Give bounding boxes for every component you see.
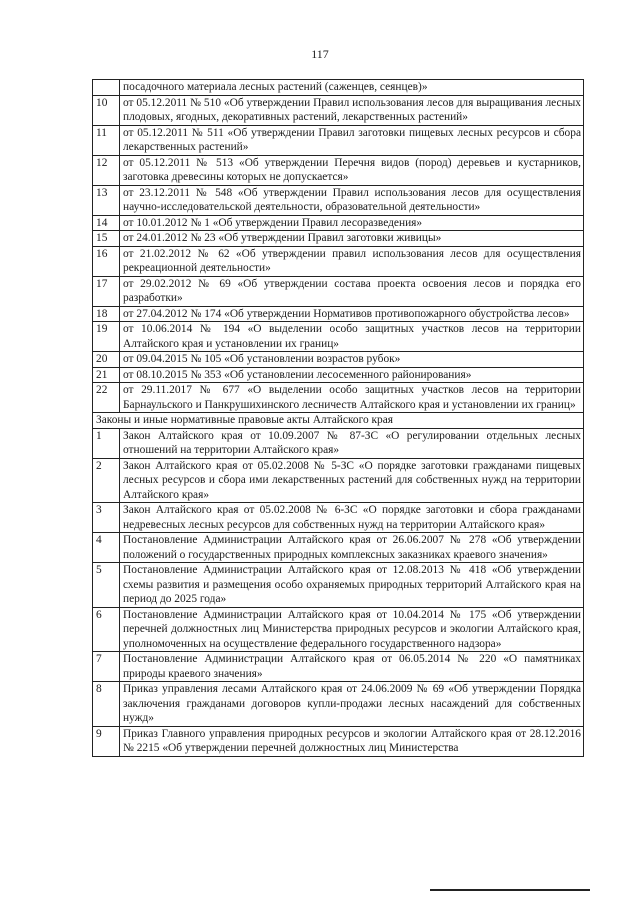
row-text: от 05.12.2011 № 511 «Об утверждении Правил заготовки пищевых лесных ресурсов и сбора лекарственных растений»	[120, 125, 584, 155]
row-number: 20	[93, 352, 120, 368]
row-text: посадочного материала лесных растений (саженцев, сеянцев)»	[120, 80, 584, 96]
table-row	[93, 503, 584, 533]
row-text: от 05.12.2011 № 510 «Об утверждении Правил использования лесов для выращивания лесных плодовых, ягодных, декоративных растений, лекарственных растений»	[120, 95, 584, 125]
row-text: от 10.06.2014 № 194 «О выделении особо защитных участков лесов на территории Алтайского края и установлении их границ»	[120, 322, 584, 352]
row-number: 22	[93, 383, 120, 413]
row-text: Постановление Администрации Алтайского края от 06.05.2014 № 220 «О памятниках природы краевого значения»	[120, 652, 584, 682]
table-row	[93, 607, 584, 652]
row-text: от 21.02.2012 № 62 «Об утверждении правил использования лесов для осуществления рекреационной деятельности»	[120, 246, 584, 276]
row-number: 21	[93, 367, 120, 383]
row-number: 2	[93, 458, 120, 503]
row-number: 13	[93, 185, 120, 215]
row-text: Приказ управления лесами Алтайского края от 24.06.2009 № 69 «Об утверждении Порядка заключения гражданами договоров купли-продажи лесных насаждений для собственных нужд»	[120, 682, 584, 727]
row-text: Постановление Администрации Алтайского края от 26.06.2007 № 278 «Об утверждении положений о государственных природных комплексных заказниках краевого значения»	[120, 533, 584, 563]
footer-rule	[430, 889, 590, 891]
row-number: 18	[93, 306, 120, 322]
table-row	[93, 563, 584, 608]
row-text: Постановление Администрации Алтайского края от 10.04.2014 № 175 «Об утверждении перечней должностных лиц Министерства природных ресурсов и экологии Алтайского края, уполномоченных на осуществление федерального государственного надзора»	[120, 607, 584, 652]
row-text: от 24.01.2012 № 23 «Об утверждении Правил заготовки живицы»	[120, 231, 584, 247]
table-row	[93, 726, 584, 756]
table-row	[93, 185, 584, 215]
row-number: 16	[93, 246, 120, 276]
table-row	[93, 246, 584, 276]
table-row	[93, 352, 584, 368]
row-number: 15	[93, 231, 120, 247]
table-row	[93, 428, 584, 458]
row-number: 1	[93, 428, 120, 458]
table-row	[93, 458, 584, 503]
row-number: 8	[93, 682, 120, 727]
row-number: 9	[93, 726, 120, 756]
row-number: 19	[93, 322, 120, 352]
table-row	[93, 682, 584, 727]
row-text: Приказ Главного управления природных ресурсов и экологии Алтайского края от 28.12.2016 № 2215 «Об утверждении перечней должностных лиц Министерства	[120, 726, 584, 756]
regulations-table	[92, 79, 584, 757]
row-text: Закон Алтайского края от 05.02.2008 № 6-ЗС «О порядке заготовки и сбора гражданами недревесных лесных ресурсов для собственных нужд на территории Алтайского края»	[120, 503, 584, 533]
row-text: Постановление Администрации Алтайского края от 12.08.2013 № 418 «Об утверждении схемы развития и размещения особо охраняемых природных территорий Алтайского края на период до 2025 года»	[120, 563, 584, 608]
table-row	[93, 367, 584, 383]
row-number: 3	[93, 503, 120, 533]
table-row	[93, 322, 584, 352]
page-number: 117	[311, 47, 329, 61]
row-text: от 09.04.2015 № 105 «Об установлении возрастов рубок»	[120, 352, 584, 368]
table-row	[93, 215, 584, 231]
table-row	[93, 306, 584, 322]
row-number	[93, 80, 120, 96]
row-text: от 29.11.2017 № 677 «О выделении особо защитных участков лесов на территории Барнаульского и Панкрушихинского лесничеств Алтайского края и установлении их границ»	[120, 383, 584, 413]
table-row	[93, 155, 584, 185]
row-text: от 23.12.2011 № 548 «Об утверждении Правил использования лесов для осуществления научно-исследовательской деятельности, образовательной деятельности»	[120, 185, 584, 215]
table-row	[93, 95, 584, 125]
row-text: от 10.01.2012 № 1 «Об утверждении Правил лесоразведения»	[120, 215, 584, 231]
row-text: Закон Алтайского края от 05.02.2008 № 5-ЗС «О порядке заготовки гражданами пищевых лесных ресурсов и сбора ими лекарственных растений для собственных нужд на территории Алтайского края»	[120, 458, 584, 503]
row-text: Закон Алтайского края от 10.09.2007 № 87-ЗС «О регулировании отдельных лесных отношений на территории Алтайского края»	[120, 428, 584, 458]
table-row	[93, 533, 584, 563]
row-number: 11	[93, 125, 120, 155]
row-number: 5	[93, 563, 120, 608]
section-title: Законы и иные нормативные правовые акты Алтайского края	[93, 413, 584, 429]
table-row	[93, 80, 584, 96]
row-text: от 29.02.2012 № 69 «Об утверждении состава проекта освоения лесов и порядка его разработки»	[120, 276, 584, 306]
table-row	[93, 276, 584, 306]
row-number: 14	[93, 215, 120, 231]
table-row	[93, 383, 584, 413]
row-number: 12	[93, 155, 120, 185]
row-text: от 27.04.2012 № 174 «Об утверждении Нормативов противопожарного обустройства лесов»	[120, 306, 584, 322]
table-row	[93, 231, 584, 247]
row-text: от 08.10.2015 № 353 «Об установлении лесосеменного районирования»	[120, 367, 584, 383]
row-number: 17	[93, 276, 120, 306]
row-number: 7	[93, 652, 120, 682]
table-row	[93, 125, 584, 155]
row-text: от 05.12.2011 № 513 «Об утверждении Перечня видов (пород) деревьев и кустарников, заготовка древесины которых не допускается»	[120, 155, 584, 185]
table-row	[93, 652, 584, 682]
section-header-row	[93, 413, 584, 429]
row-number: 10	[93, 95, 120, 125]
row-number: 4	[93, 533, 120, 563]
row-number: 6	[93, 607, 120, 652]
